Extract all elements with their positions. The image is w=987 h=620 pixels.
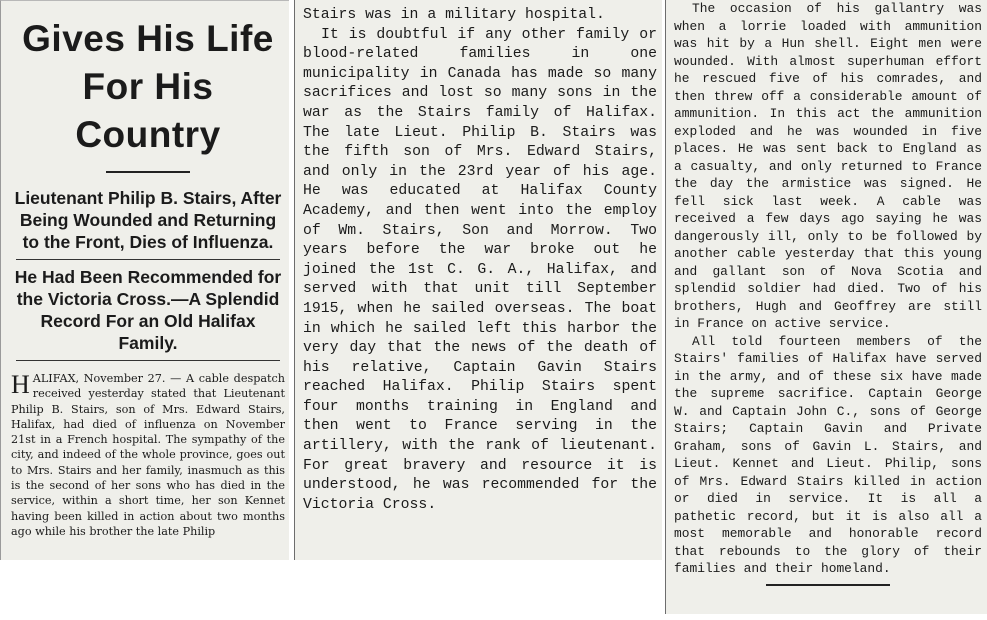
column-2-paragraph-1: Stairs was in a military hospital. bbox=[303, 7, 605, 23]
subheadline-2: He Had Been Recommended for the Victoria Cross.—A Splendid Record For an Old Halifax Family. bbox=[14, 267, 282, 353]
end-rule bbox=[766, 584, 889, 586]
drop-cap: H bbox=[11, 370, 30, 399]
lead-text: ALIFAX, November 27. — A cable despatch received yesterday stated that Lieutenant Philip B. Stairs, son of Mrs. Edward Stairs, Halifax, had died of influenza on November 21st in a French hospital. The sympathy of the city, and indeed of the whole province, goes out to Mrs. Stairs and her family, inasmuch as this is the second of her sons who has died in the service, within a short time, her son Kennet having been killed in action about two months ago while his brother the late Philip bbox=[11, 372, 285, 538]
headline-rule bbox=[106, 171, 190, 173]
headline bbox=[11, 15, 285, 159]
column-3-paragraph-2: All told fourteen members of the Stairs' families of Halifax have served in the army, and of these six have made the supreme sacrifice. Captain George W. and Captain John C., sons of George Stairs; Captain Gavin and Private Graham, sons of Gavin L. Stairs, and Lieut. Kennet and Lieut. Philip, sons of Mrs. Edward Stairs killed in action or died in service. It is all a pathetic record, but it is also all a most memorable and honorable record that rebounds to the glory of their families and their homeland. bbox=[674, 333, 982, 576]
article-column-2 bbox=[294, 0, 662, 560]
article-column-3 bbox=[665, 0, 987, 614]
deck-divider bbox=[16, 259, 279, 260]
column-2-paragraph-2: It is doubtful if any other family or blood-related families in one municipality in Canada has made so many sacrifices and lost so many sons in the war as the Stairs family of Halifax. The late Lieut. Philip B. Stairs was the fifth son of Mrs. Edward Stairs, and only in the 23rd year of his age. He was educated at Halifax County Academy, and then went into the employ of Wm. Stairs, Son and Morrow. Two years before the war broke out he joined the 1st C. G. A., Halifax, and served with that unit till September 1915, when he sailed overseas. The boat in which he sailed left this harbor the very day that the news of the death of his relative, Captain Gavin Stairs reached Halifax. Philip Stairs spent four months training in England and then went to France serving in the artillery, with the rank of lieutenant. For great bravery and resource it is understood, he was recommended for the Victoria Cross. bbox=[303, 26, 657, 513]
headline-line-1: Gives His Life bbox=[22, 18, 274, 59]
lead-divider bbox=[16, 360, 279, 361]
blank-margin bbox=[0, 560, 663, 620]
article-column-1 bbox=[0, 0, 289, 560]
headline-line-2: For His Country bbox=[75, 66, 221, 155]
lead-paragraph bbox=[11, 371, 285, 539]
subheadline-1: Lieutenant Philip B. Stairs, After Being Wounded and Returning to the Front, Dies of Influenza. bbox=[14, 188, 282, 252]
column-3-paragraph-1: The occasion of his gallantry was when a lorrie loaded with ammunition was hit by a Hun shell. Eight men were wounded. With almost superhuman effort he rescued five of his comrades, and then threw off a considerable amount of ammunition. In this act the ammunition exploded and he was wounded in five places. He was sent back to England as a casualty, and only returned to France the day the armistice was signed. He fell sick last week. A cable was received a few days ago saying he was dangerously ill, only to be followed by another cable yesterday that this young and gallant son of Nova Scotia and splendid soldier had died. Two of his brothers, Hugh and Geoffrey are still in France on active service. bbox=[674, 1, 982, 331]
